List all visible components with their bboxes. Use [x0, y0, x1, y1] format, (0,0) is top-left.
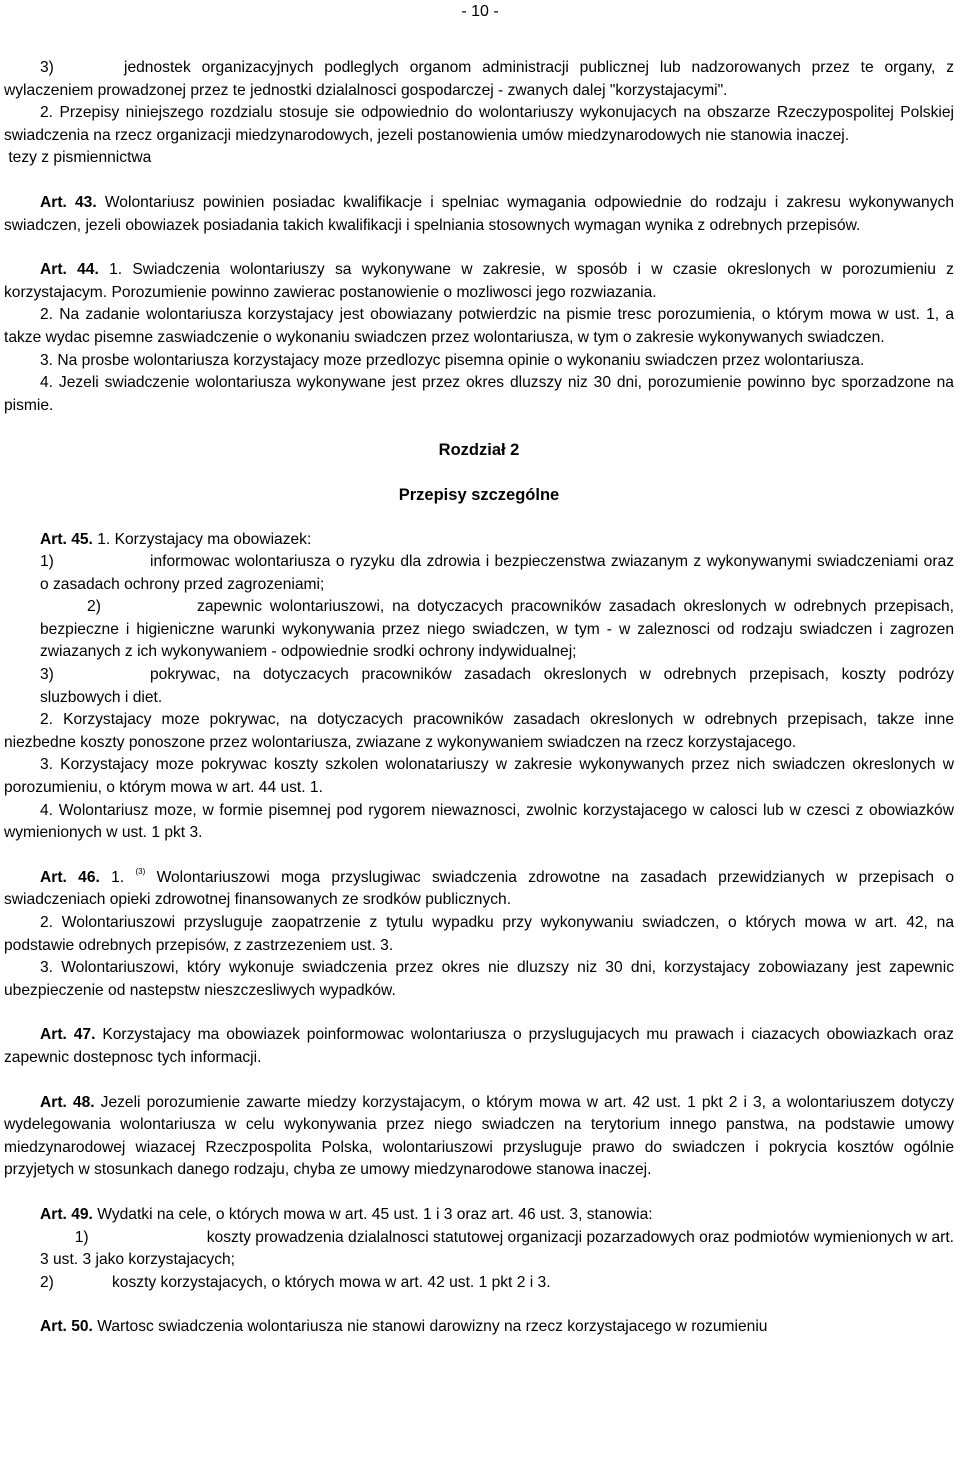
item-text: jednostek organizacyjnych podleglych organom administracji publicznej lub nadzorowanych przez te organy, z wylaczeniem prowadzonej przez te jednostki dzialalnosci gospodarczej - zwanych dalej "korzystajacymi".: [4, 59, 954, 99]
article-49: Art. 49. Wydatki na cele, o których mowa w art. 45 ust. 1 i 3 oraz art. 46 ust. 3, stanowia:: [40, 1205, 653, 1223]
paragraph-item-3: [4, 57, 954, 102]
article-label: Art. 46.: [40, 868, 100, 886]
article-label: Art. 48.: [40, 1093, 95, 1111]
article-46-ust-1: Art. 46. 1. $^{(3)}$ Wolontariuszowi moga przyslugiwac swiadczenia zdrowotne na zasadach przewidzianych w przepisach o swiadczeniach opieki zdrowotnej finansowanych ze srodków publicznych.: [4, 866, 955, 909]
article-49-item-1: [4, 1227, 954, 1272]
article-48: Art. 48. Jezeli porozumienie zawarte miedzy korzystajacym, o którym mowa w art. 42 ust. 1 pkt 2 i 3, a wolontariuszem dotyczy wydelegowania wolontariusza w celu wykonywania przez niego swiadczen na terytorium innego panstwa, na podstawie umowy miedzynarodowej wiazacej Rzeczpospolita Polska, wolontariuszowi przysluguje prawo do swiadczen i pokrycia kosztów ogólnie przyjetych w stosunkach danego rodzaju, chyba ze umowy miedzynarodowe stanowa inaczej.: [4, 1093, 954, 1179]
article-44-ust-1: Art. 44. 1. Swiadczenia wolontariuszy sa wykonywane w zakresie, w sposób i w czasie okreslonych w porozumieniu z korzystajacym. Porozumienie powinno zawierac postanowienie o mozliwosci jego rozwiazania.: [4, 261, 954, 301]
article-44-ust-4: 4. Jezeli swiadczenie wolontariusza wykonywane jest przez okres dluzszy niz 30 dni, porozumienie powinno byc sporzadzone na pismie.: [4, 374, 954, 414]
paragraph-ust-2: [4, 102, 954, 147]
article-47: Art. 47. Korzystajacy ma obowiazek poinformowac wolontariusza o przyslugujacych mu prawach i ciazacych obowiazkach oraz zapewnic dostepnosc tych informacji.: [4, 1026, 954, 1066]
article-label: Art. 44.: [40, 261, 99, 279]
article-50: Art. 50. Wartosc swiadczenia wolontariusza nie stanowi darowizny na rzecz korzystajacego w rozumieniu: [40, 1318, 768, 1336]
article-text: Wolontariusz powinien posiadac kwalifikacje i spelniac wymagania odpowiednie do rodzaju i zakresu wykonywanych swiadczen, jezeli obowiazek posiadania takich kwalifikacji i spelniania stosownych wymagan wynika z odrebnych przepisów.: [4, 193, 955, 234]
article-45-item-1: [4, 551, 954, 596]
article-label: Art. 49.: [40, 1205, 93, 1223]
article-45-item-2: [4, 596, 954, 664]
item-text: informowac wolontariusza o ryzyku dla zdrowia i bezpieczenstwa zwiazanym z wykonywanymi swiadczeniami oraz o zasadach ochrony przed zagrozeniami;: [40, 553, 954, 593]
chapter-title: Rozdział 2: [438, 441, 520, 460]
ust-text: Przepisy niniejszego rozdzialu stosuje sie odpowiednio do wolontariuszy wykonujacych na obszarze Rzeczypospolitej Polskiej swiadczenia na rzecz organizacji miedzynarodowych, jezeli postanowienia umów miedzynarodowych nie stanowia inaczej.: [4, 104, 954, 144]
item-text: koszty prowadzenia dzialalnosci statutowej organizacji pozarzadowych oraz podmiotów wymienionych w art. 3 ust. 3 jako korzystajacych;: [40, 1228, 954, 1269]
article-label: Art. 50.: [40, 1318, 93, 1336]
article-label: Art. 47.: [40, 1026, 96, 1044]
article-49-item-2: [4, 1272, 954, 1295]
item-number: 1): [74, 1228, 89, 1246]
item-number: 3): [40, 59, 54, 76]
article-45-ust-2: 2. Korzystajacy moze pokrywac, na dotyczacych pracowników zasadach okreslonych w odrebnych przepisach, takze inne niezbedne koszty ponoszone przez wolontariusza, zwiazane z wykonywaniem swiadczen na rzecz korzystajacego.: [4, 711, 954, 751]
item-number: 2): [40, 1273, 54, 1291]
item-number: 2): [87, 598, 101, 616]
item-text: zapewnic wolontariuszowi, na dotyczacych pracowników zasadach okreslonych w odrebnych przepisach, bezpieczne i higieniczne warunki wykonywania przez niego swiadczen, w tym - w zaleznosci od rodzaju swiadczen i zagrozen zwiazanych z ich wykonywaniem - odpowiednie srodki ochrony indywidualnej;: [40, 598, 954, 661]
article-45-ust-3: 3. Korzystajacy moze pokrywac koszty szkolen wolonatariuszy w zakresie wykonywanych przez nich swiadczen okreslonych w porozumieniu, o którym mowa w art. 44 ust. 1.: [4, 756, 954, 797]
tezy-link[interactable]: tezy z pismiennictwa: [8, 149, 152, 167]
document-content: [4, 57, 954, 1339]
footnote-marker[interactable]: (3): [135, 866, 146, 876]
item-text: pokrywac, na dotyczacych pracowników zasadach okreslonych w odrebnych przepisach, koszty podrózy sluzbowych i diet.: [40, 666, 954, 706]
article-46-ust-2: 2. Wolontariuszowi przysluguje zaopatrzenie z tytulu wypadku przy wykonywaniu swiadczen, o których mowa w art. 42, na podstawie odrebnych przepisów, z zastrzezeniem ust. 3.: [4, 914, 954, 954]
article-45-ust-1: Art. 45. 1. Korzystajacy ma obowiazek:: [40, 530, 312, 548]
item-text: koszty korzystajacych, o których mowa w art. 42 ust. 1 pkt 2 i 3.: [112, 1273, 551, 1291]
article-label: Art. 43.: [40, 193, 97, 211]
article-46-ust-3: 3. Wolontariuszowi, który wykonuje swiadczenia przez okres nie dluzszy niz 30 dni, korzystajacy zobowiazany jest zapewnic ubezpieczenie od nastepstw nieszczesliwych wypadków.: [4, 959, 954, 999]
item-number: 3): [40, 666, 54, 684]
chapter-subtitle: Przepisy szczególne: [398, 485, 560, 504]
article-43: [4, 192, 954, 237]
article-45-item-3: [4, 664, 954, 709]
article-label: Art. 45.: [40, 530, 93, 548]
article-44-ust-3: 3. Na prosbe wolontariusza korzystajacy moze przedlozyc pisemna opinie o wykonaniu swiadczen przez wolontariusza.: [40, 351, 865, 369]
item-number: 1): [40, 553, 54, 571]
article-45-ust-4: 4. Wolontariusz moze, w formie pisemnej pod rygorem niewaznosci, zwolnic korzystajacego w calosci lub w czesci z obowiazków wymienionych w ust. 1 pkt 3.: [4, 801, 954, 842]
ust-number: 2.: [40, 104, 54, 122]
article-44-ust-2: 2. Na zadanie wolontariusza korzystajacy jest obowiazany potwierdzic na pismie tresc porozumienia, o którym mowa w ust. 1, a takze wydac pisemne zaswiadczenie o wykonaniu swiadczen przez wolontariusza, w tym o zakresie wykonywanych swiadczen.: [4, 306, 954, 346]
page-number: - 10 -: [461, 3, 499, 20]
